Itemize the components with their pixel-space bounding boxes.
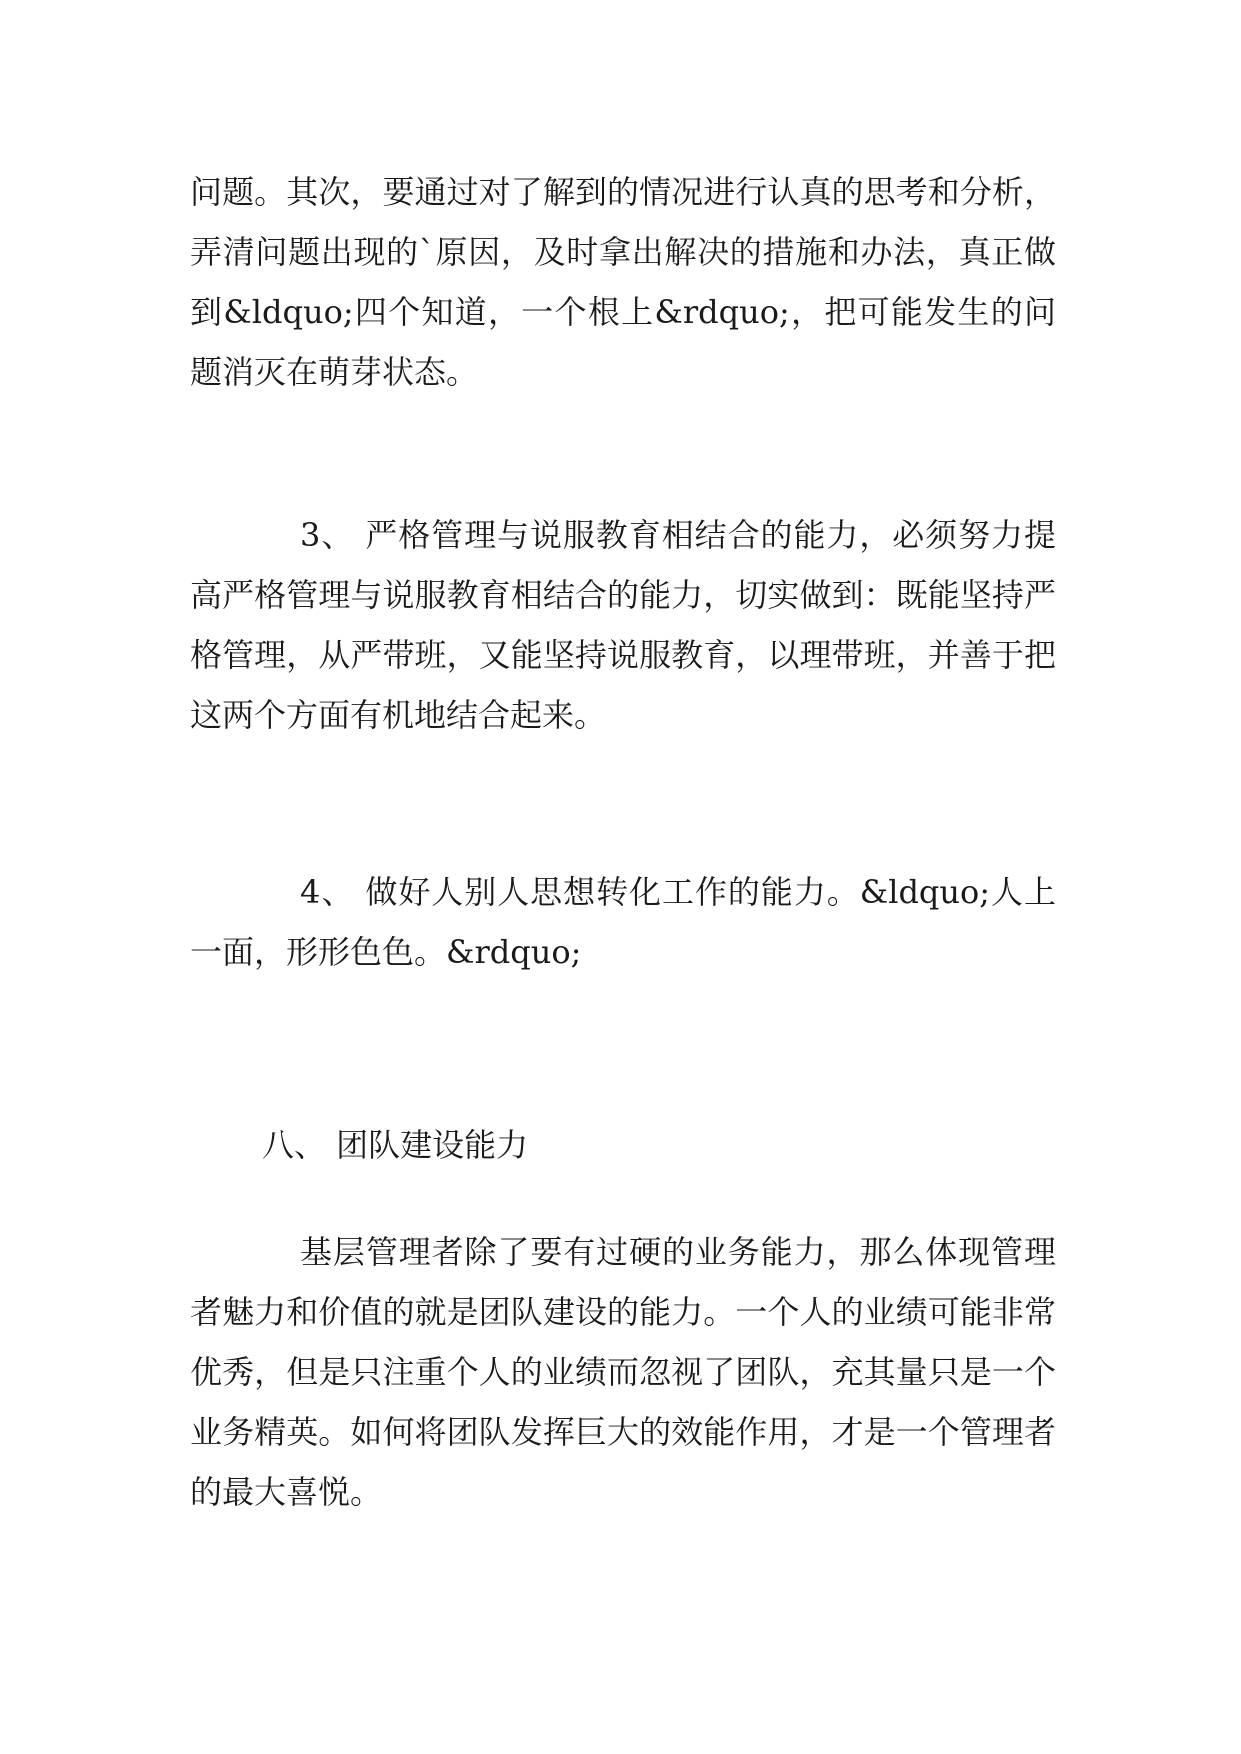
- paragraph-item-3-strict-management: 3、 严格管理与说服教育相结合的能力，必须努力提高严格管理与说服教育相结合的能力，切实做到：既能坚持严格管理，从严带班，又能坚持说服教育，以理带班，并善于把这两个方面有机地结合起来。: [190, 516, 1056, 734]
- paragraph-problem-analysis: 问题。其次，要通过对了解到的情况进行认真的思考和分析，弄清问题出现的`原因，及时拿出解决的措施和办法，真正做到&ldquo;四个知道，一个根上&rdquo;，把可能发生的问题消灭在萌芽状态。: [190, 173, 1056, 391]
- paragraph-team-building: 基层管理者除了要有过硬的业务能力，那么体现管理者魅力和价值的就是团队建设的能力。一个人的业绩可能非常优秀，但是只注重个人的业绩而忽视了团队，充其量只是一个业务精英。如何将团队发挥巨大的效能作用，才是一个管理者的最大喜悦。: [190, 1233, 1056, 1511]
- paragraph-item-4-thought-transformation: 4、 做好人别人思想转化工作的能力。&ldquo;人上一面，形形色色。&rdquo;: [190, 873, 1056, 971]
- section-heading-team-building: 八、 团队建设能力: [262, 1126, 529, 1164]
